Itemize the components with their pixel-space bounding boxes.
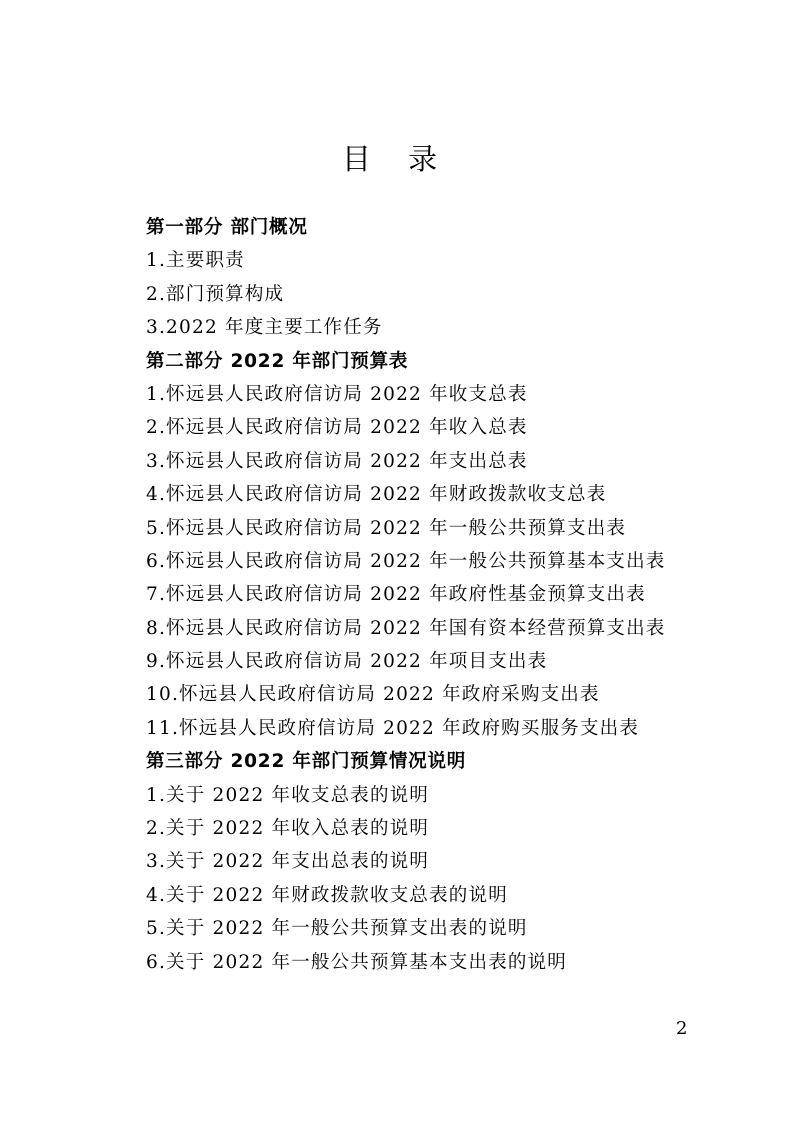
toc-item: 7.怀远县人民政府信访局 2022 年政府性基金预算支出表 <box>146 584 646 606</box>
toc-item: 4.关于 2022 年财政拨款收支总表的说明 <box>146 884 508 906</box>
toc-item: 4.怀远县人民政府信访局 2022 年财政拨款收支总表 <box>146 484 607 506</box>
toc-item: 5.关于 2022 年一般公共预算支出表的说明 <box>146 918 528 940</box>
table-of-contents <box>146 211 746 979</box>
toc-item: 10.怀远县人民政府信访局 2022 年政府采购支出表 <box>146 684 600 706</box>
toc-section-heading: 第一部分 部门概况 <box>146 217 308 238</box>
toc-item: 3.怀远县人民政府信访局 2022 年支出总表 <box>146 450 528 472</box>
toc-item: 6.怀远县人民政府信访局 2022 年一般公共预算基本支出表 <box>146 550 666 572</box>
toc-item: 5.怀远县人民政府信访局 2022 年一般公共预算支出表 <box>146 517 627 539</box>
toc-item: 3.2022 年度主要工作任务 <box>146 317 383 339</box>
toc-section-heading: 第三部分 2022 年部门预算情况说明 <box>146 751 467 773</box>
toc-item: 2.关于 2022 年收入总表的说明 <box>146 818 430 840</box>
toc-item: 6.关于 2022 年一般公共预算基本支出表的说明 <box>146 951 567 973</box>
toc-section-heading: 第二部分 2022 年部门预算表 <box>146 350 409 372</box>
toc-item: 1.怀远县人民政府信访局 2022 年收支总表 <box>146 383 528 405</box>
toc-item: 3.关于 2022 年支出总表的说明 <box>146 851 430 873</box>
toc-item: 1.关于 2022 年收支总表的说明 <box>146 784 430 806</box>
toc-item: 8.怀远县人民政府信访局 2022 年国有资本经营预算支出表 <box>146 617 666 639</box>
toc-item: 9.怀远县人民政府信访局 2022 年项目支出表 <box>146 651 548 673</box>
page-title: 目 录 <box>341 142 452 176</box>
page-number: 2 <box>676 1018 688 1039</box>
toc-item: 1.主要职责 <box>146 250 245 272</box>
toc-item: 11.怀远县人民政府信访局 2022 年政府购买服务支出表 <box>146 717 640 739</box>
toc-item: 2.怀远县人民政府信访局 2022 年收入总表 <box>146 417 528 439</box>
toc-item: 2.部门预算构成 <box>146 283 285 305</box>
